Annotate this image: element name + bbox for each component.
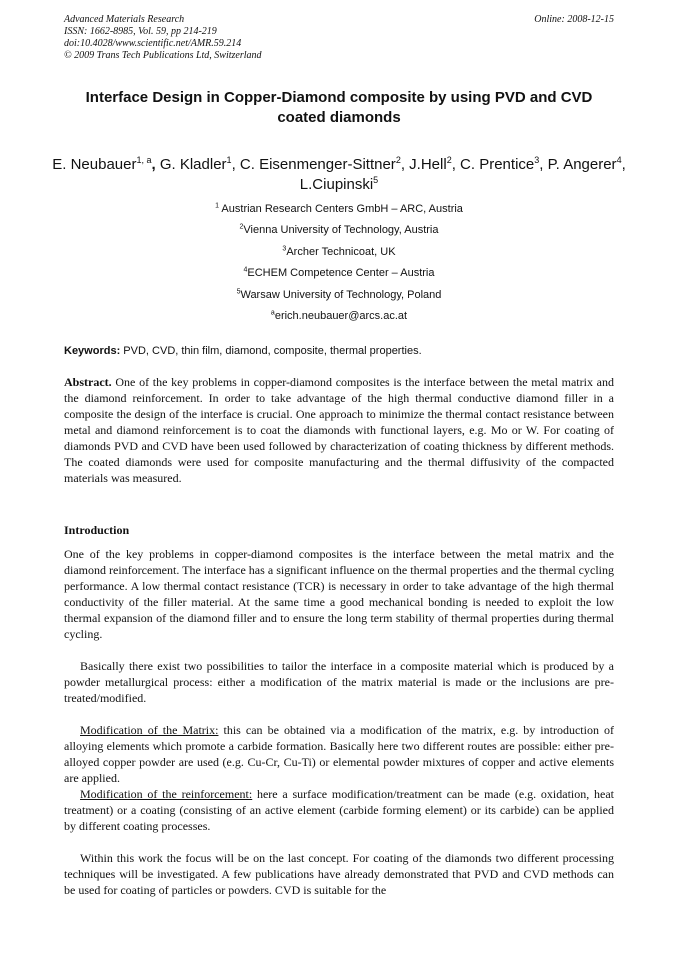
affiliation-text: ECHEM Competence Center – Austria — [247, 267, 435, 279]
affiliation — [50, 223, 628, 237]
author-name: E. Neubauer — [52, 156, 137, 173]
intro-paragraph-1: One of the key problems in copper-diamond composites is the interface between the metal matrix and the diamond reinforcement. The interface has a significant influence on the thermal properties and the thermal cycling performance. A low thermal contact resistance (TCR) is necessary in order to take advantage of the high thermal conductivity of the filler material. At the same time a good mechanical bonding is needed to exploit the low thermal expansion of the diamond filler and to ensure the long term stability of thermal properties during thermal cycling. — [64, 547, 614, 641]
journal-name: Advanced Materials Research — [64, 14, 185, 25]
affiliation-text: Vienna University of Technology, Austria — [243, 224, 439, 236]
author-name: C. Eisenmenger-Sittner — [239, 156, 396, 173]
affiliation-text: Archer Technicoat, UK — [286, 246, 396, 258]
affiliation-superscript: a — [270, 309, 275, 317]
affiliation-superscript: 2 — [239, 223, 244, 231]
affiliation-superscript: 1 — [215, 202, 219, 210]
intro-paragraph-5: Within this work the focus will be on the last concept. For coating of the diamonds two different processing techniques will be investigated. A few publications have already demonstrated that PVD and CVD methods can be used for coating of particles or powders. CVD is suitable for the — [64, 851, 614, 897]
affiliation-superscript: 5 — [236, 288, 241, 296]
affiliation — [50, 266, 628, 280]
section-heading: Introduction — [64, 523, 130, 537]
reinforcement-modification-text: here a surface modification/treatment can be made (e.g. oxidation, heat treatment) or a coating (consisting of an active element (carbide forming element) or its carbide) can be applied by different coating processes. — [64, 787, 614, 833]
abstract-text: One of the key problems in copper-diamond composites is the interface between the metal matrix and the diamond reinforcement. In order to take advantage of the high thermal conductive diamond filler in a composite the design of the interface is crucial. One approach to minimize the thermal contact resistance between metal and diamond reinforcement is to coat the diamonds with functional layers, e.g. Mo or W. For coating of diamonds PVD and CVD have been used followed by characterization of coating thickness by different methods. The coated diamonds were used for composite manufacturing and the thermal diffusivity of the compacted materials was measured. — [64, 375, 614, 485]
keywords — [64, 344, 614, 358]
affiliation-superscript: 3 — [282, 245, 287, 253]
author-superscript: 5 — [373, 175, 379, 185]
author-superscript: 2 — [395, 155, 401, 165]
journal-header — [64, 14, 262, 62]
journal-copyright: © 2009 Trans Tech Publications Ltd, Switzerland — [64, 50, 262, 61]
affiliation-email — [50, 309, 628, 323]
author-superscript: 4 — [616, 155, 622, 165]
journal-issn: ISSN: 1662-8985, Vol. 59, pp 214-219 — [64, 26, 217, 37]
keywords-label: Keywords: — [64, 345, 121, 357]
online-date: Online: 2008-12-15 — [534, 14, 614, 25]
author-name: P. Angerer — [547, 156, 617, 173]
matrix-modification-label: Modification of the Matrix: — [80, 723, 219, 737]
abstract-label: Abstract. — [64, 375, 112, 389]
keywords-text: PVD, CVD, thin film, diamond, composite, thermal properties. — [120, 345, 422, 357]
author-name: L.Ciupinski — [299, 176, 374, 193]
affiliation-text: Austrian Research Centers GmbH – ARC, Austria — [218, 203, 463, 215]
affiliation — [50, 288, 628, 302]
affiliation — [50, 202, 628, 216]
intro-paragraph-3 — [64, 722, 614, 786]
author-list: E. Neubauer$^{1, a}$, G. Kladler$^1$, C. Eisenmenger-Sittner$^2$, J.Hell$^2$, C. Prentice$^3$, P. Angerer$^4$, L.Ciupinski$^5$ — [52, 155, 626, 193]
affiliation-text: Warsaw University of Technology, Poland — [240, 289, 442, 301]
author-name: C. Prentice — [460, 156, 535, 173]
author-superscript: 3 — [534, 155, 540, 165]
title-line-1: Interface Design in Copper-Diamond composite by using PVD and CVD — [85, 89, 593, 106]
affiliation-text: erich.neubauer@arcs.ac.at — [274, 310, 408, 322]
journal-doi: doi:10.4028/www.scientific.net/AMR.59.214 — [64, 38, 242, 49]
author-superscript: 1 — [226, 155, 232, 165]
intro-paragraph-4 — [64, 786, 614, 834]
affiliation — [50, 245, 628, 259]
affiliation-superscript: 4 — [243, 266, 248, 274]
author-superscript: 1, a — [136, 155, 152, 165]
paper-title — [50, 88, 628, 128]
title-line-2: coated diamonds — [277, 109, 401, 126]
abstract — [64, 374, 614, 486]
intro-paragraph-2: Basically there exist two possibilities to tailor the interface in a composite material which is produced by a powder metallurgical process: either a modification of the matrix material is made or the inclusions are pre-treated/modified. — [64, 659, 614, 705]
reinforcement-modification-label: Modification of the reinforcement: — [80, 787, 253, 801]
matrix-modification-text: this can be obtained via a modification of the matrix, e.g. by introduction of alloying elements which promote a carbide formation. Basically here two different routes are possible: either pre-alloyed copper powder are used (e.g. Cu-Cr, Cu-Ti) or elemental powder mixtures of copper and active elements are applied. — [64, 723, 614, 785]
author-name: J.Hell — [409, 156, 447, 173]
author-name: G. Kladler — [159, 156, 227, 173]
author-superscript: 2 — [446, 155, 452, 165]
